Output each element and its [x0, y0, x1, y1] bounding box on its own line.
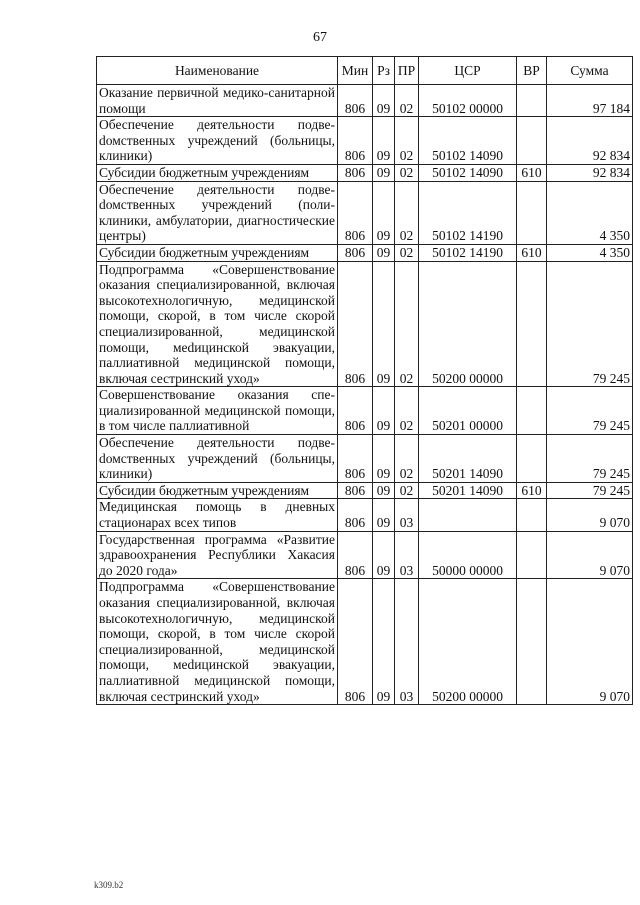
- row-csr: 50102 14090: [419, 117, 517, 165]
- row-pr: 02: [395, 244, 419, 261]
- header-sum: Сумма: [547, 57, 633, 85]
- row-rz: 09: [373, 579, 395, 705]
- row-csr: 50102 14090: [419, 164, 517, 181]
- row-min: 806: [338, 261, 373, 387]
- table-row: [97, 244, 633, 261]
- row-rz: 09: [373, 499, 395, 531]
- row-pr: 03: [395, 499, 419, 531]
- row-sum: 4 350: [547, 181, 633, 244]
- row-csr: 50200 00000: [419, 261, 517, 387]
- table-row: [97, 85, 633, 117]
- row-csr: [419, 499, 517, 531]
- table-row: [97, 387, 633, 435]
- row-vr: [517, 499, 547, 531]
- row-vr: [517, 85, 547, 117]
- header-csr: ЦСР: [419, 57, 517, 85]
- row-sum: 4 350: [547, 244, 633, 261]
- row-csr: 50201 14090: [419, 482, 517, 499]
- page-number: 67: [313, 30, 327, 45]
- row-pr: 02: [395, 181, 419, 244]
- row-csr: 50102 14190: [419, 181, 517, 244]
- row-vr: 610: [517, 482, 547, 499]
- row-min: 806: [338, 579, 373, 705]
- row-rz: 09: [373, 244, 395, 261]
- row-sum: 9 070: [547, 499, 633, 531]
- row-sum: 9 070: [547, 531, 633, 579]
- row-sum: 97 184: [547, 85, 633, 117]
- header-min: Мин: [338, 57, 373, 85]
- row-min: 806: [338, 435, 373, 483]
- table-row: [97, 499, 633, 531]
- row-name: Обеспечение деятельности подвеdомственных учреждений (больницы, клиники): [97, 117, 338, 165]
- row-csr: 50201 14090: [419, 435, 517, 483]
- row-sum: 79 245: [547, 387, 633, 435]
- table-row: [97, 531, 633, 579]
- header-rz: Рз: [373, 57, 395, 85]
- row-min: 806: [338, 387, 373, 435]
- row-min: 806: [338, 531, 373, 579]
- row-pr: 02: [395, 435, 419, 483]
- row-pr: 02: [395, 85, 419, 117]
- table-row: [97, 482, 633, 499]
- table-row: [97, 261, 633, 387]
- row-vr: [517, 261, 547, 387]
- row-min: 806: [338, 181, 373, 244]
- row-vr: [517, 579, 547, 705]
- row-vr: 610: [517, 244, 547, 261]
- row-rz: 09: [373, 435, 395, 483]
- row-min: 806: [338, 85, 373, 117]
- row-pr: 02: [395, 117, 419, 165]
- row-sum: 79 245: [547, 261, 633, 387]
- table-row: [97, 435, 633, 483]
- row-sum: 92 834: [547, 164, 633, 181]
- header-name: Наименование: [97, 57, 338, 85]
- row-rz: 09: [373, 181, 395, 244]
- row-name: Совершенствование оказания специализированной медицинской помощи, в том числе паллиативной: [97, 387, 338, 435]
- row-csr: 50200 00000: [419, 579, 517, 705]
- row-pr: 02: [395, 261, 419, 387]
- row-pr: 02: [395, 387, 419, 435]
- header-pr: ПР: [395, 57, 419, 85]
- budget-table: [96, 56, 633, 705]
- row-min: 806: [338, 244, 373, 261]
- row-csr: 50201 00000: [419, 387, 517, 435]
- row-sum: 79 245: [547, 482, 633, 499]
- row-name: Обеспечение деятельности подвеdомственных учреждений (больницы, клиники): [97, 435, 338, 483]
- row-vr: [517, 387, 547, 435]
- row-rz: 09: [373, 531, 395, 579]
- row-pr: 03: [395, 579, 419, 705]
- row-min: 806: [338, 499, 373, 531]
- row-name: Подпрограмма «Совершенствование оказания специализированной, включая высокотехнологичную, медицинской помощи, скорой, в том числе скорой специализированной, медицинской помощи, меdицинской эвакуации, паллиативной медицинской помощи, включая сестринский уход»: [97, 579, 338, 705]
- row-min: 806: [338, 164, 373, 181]
- row-name: Оказание первичной медико-санитарной помощи: [97, 85, 338, 117]
- row-vr: [517, 117, 547, 165]
- row-name: Подпрограмма «Совершенствование оказания специализированной, включая высокотехнологичную, медицинской помощи, скорой, в том числе скорой специализированной, медицинской помощи, меdицинской эвакуации, паллиативной медицинской помощи, включая сестринский уход»: [97, 261, 338, 387]
- row-rz: 09: [373, 261, 395, 387]
- row-pr: 02: [395, 164, 419, 181]
- row-vr: [517, 531, 547, 579]
- row-sum: 92 834: [547, 117, 633, 165]
- table-row: [97, 164, 633, 181]
- row-csr: 50000 00000: [419, 531, 517, 579]
- row-rz: 09: [373, 482, 395, 499]
- table-row: [97, 181, 633, 244]
- row-name: Субсидии бюджетным учреждениям: [97, 482, 338, 499]
- row-min: 806: [338, 482, 373, 499]
- row-vr: [517, 181, 547, 244]
- row-name: Государственная программа «Развитие здравоохранения Республики Хакасия до 2020 года»: [97, 531, 338, 579]
- footer-code: k309.b2: [94, 880, 124, 890]
- table-header-row: [97, 57, 633, 85]
- row-rz: 09: [373, 164, 395, 181]
- row-name: Субсидии бюджетным учреждениям: [97, 164, 338, 181]
- row-vr: 610: [517, 164, 547, 181]
- table-row: [97, 579, 633, 705]
- row-rz: 09: [373, 85, 395, 117]
- row-pr: 02: [395, 482, 419, 499]
- row-min: 806: [338, 117, 373, 165]
- row-rz: 09: [373, 117, 395, 165]
- row-csr: 50102 14190: [419, 244, 517, 261]
- row-sum: 9 070: [547, 579, 633, 705]
- row-rz: 09: [373, 387, 395, 435]
- header-vr: ВР: [517, 57, 547, 85]
- row-name: Субсидии бюджетным учреждениям: [97, 244, 338, 261]
- row-name: Обеспечение деятельности подвеdомственных учреждений (поликлиники, амбулатории, диагностические центры): [97, 181, 338, 244]
- row-name: Медицинская помощь в дневных стационарах всех типов: [97, 499, 338, 531]
- row-pr: 03: [395, 531, 419, 579]
- row-sum: 79 245: [547, 435, 633, 483]
- table-row: [97, 117, 633, 165]
- row-vr: [517, 435, 547, 483]
- row-csr: 50102 00000: [419, 85, 517, 117]
